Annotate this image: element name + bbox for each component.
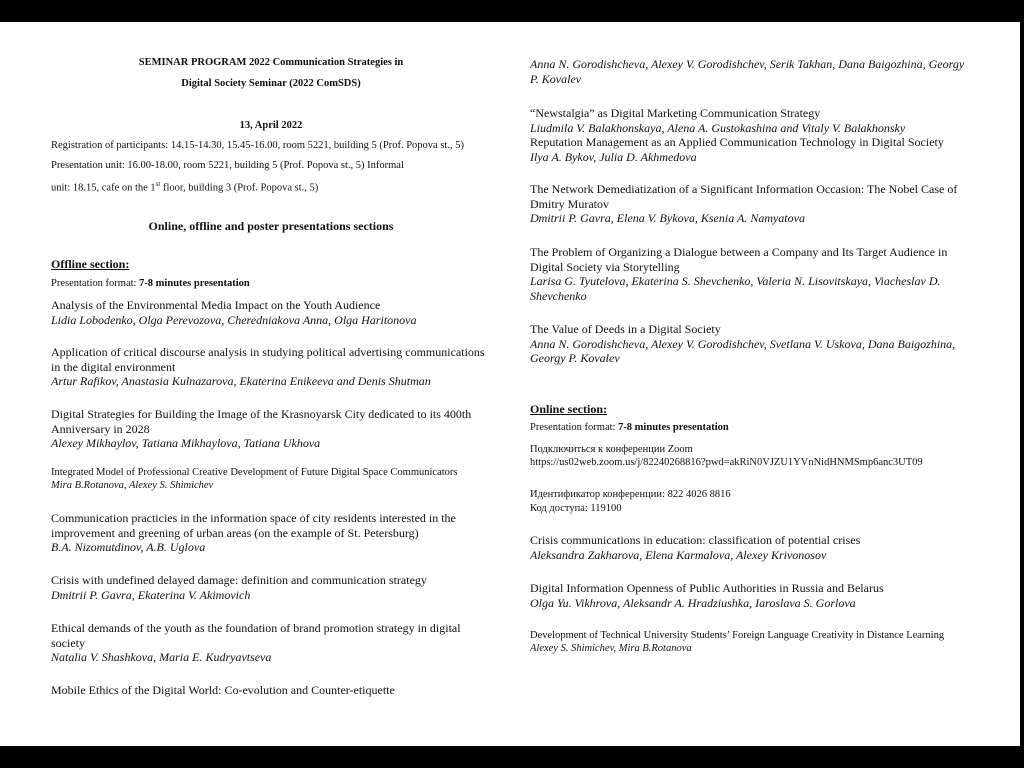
entry-authors: Natalia V. Shashkova, Maria E. Kudryavtseva [51,650,272,664]
online-format: Presentation format: 7-8 minutes presentation [530,422,729,433]
list-item [51,407,491,451]
list-item [530,322,970,366]
presentation-info: Presentation unit: 16.00-18.00, room 5221, building 5 (Prof. Popova st., 5) Informal [51,160,404,171]
entry-authors: Dmitrii P. Gavra, Elena V. Bykova, Ksenia A. Namyatova [530,211,805,225]
list-item [51,467,491,492]
list-item [530,245,970,303]
entry-title: “Newstalgia” as Digital Marketing Communication Strategy [530,106,821,120]
sections-title: Online, offline and poster presentations sections [148,219,394,233]
program-date: 13, April 2022 [239,120,303,131]
entry-authors: Alexey S. Shimichev, Mira B.Rotanova [530,642,692,654]
access-code: Код доступа: 119100 [530,503,622,514]
list-item [530,630,970,655]
entry-title: Crisis communications in education: classification of potential crises [530,533,861,547]
entry-authors: Larisa G. Tyutelova, Ekaterina S. Shevchenko, Valeria N. Lisovitskaya, Viacheslav D. Shevchenko [530,274,941,303]
list-item [530,57,970,86]
entry-title: Reputation Management as an Applied Communication Technology in Digital Society [530,135,944,149]
entry-authors: B.A. Nizomutdinov, A.B. Uglova [51,540,206,554]
list-item [51,683,491,698]
entry-title: Integrated Model of Professional Creative Development of Future Digital Space Communicators [51,467,458,478]
list-item [51,345,491,389]
entry-authors: Lidia Lobodenko, Olga Perevozova, Cheredniakova Anna, Olga Haritonova [51,312,417,327]
entry-authors: Alexey Mikhaylov, Tatiana Mikhaylova, Tatiana Ukhova [51,436,321,450]
list-item [530,182,970,226]
entry-authors: Olga Yu. Vikhrova, Aleksandr A. Hradziushka, Iaroslava S. Gorlova [530,595,856,610]
entry-title: The Value of Deeds in a Digital Society [530,322,721,336]
entry-authors: Dmitrii P. Gavra, Ekaterina V. Akimovich [51,587,251,602]
entry-authors: Ilya A. Bykov, Julia D. Akhmedova [530,149,697,164]
offline-format: Presentation format: 7-8 minutes presentation [51,278,250,289]
right-edge-bar [1020,22,1024,746]
informal-info: unit: 18.15, cafe on the 1st floor, building 3 (Prof. Popova st., 5) [51,180,319,194]
list-item [530,533,970,562]
list-item [51,298,491,327]
entry-title: Ethical demands of the youth as the foundation of brand promotion strategy in digital society [51,621,461,650]
online-section-heading: Online section: [530,402,607,416]
entry-title: The Problem of Organizing a Dialogue between a Company and Its Target Audience in Digital Society via Storytelling [530,245,948,274]
entry-authors: Mira B.Rotanova, Alexey S. Shimichev [51,479,214,491]
list-item [51,511,491,555]
entry-authors: Liudmila V. Balakhonskaya, Alena A. Gustokashina and Vitaly V. Balakhonsky [530,120,906,135]
zoom-label: Подключиться к конференции Zoom [530,444,693,455]
conference-id: Идентификатор конференции: 822 4026 8816 [530,489,731,500]
entry-title: Analysis of the Environmental Media Impact on the Youth Audience [51,298,381,312]
document-page [0,22,1024,746]
registration-info: Registration of participants: 14.15-14.30, 15.45-16.00, room 5221, building 5 (Prof. Popova st., 5) [51,140,464,151]
entry-title: Application of critical discourse analysis in studying political advertising communications in the digital environment [51,345,485,374]
entry-authors: Anna N. Gorodishcheva, Alexey V. Gorodishchev, Serik Takhan, Dana Baigozhina, Georgy P. Kovalev [530,57,965,86]
entry-title: The Network Demediatization of a Significant Information Occasion: The Nobel Case of Dmitry Muratov [530,182,958,211]
list-item [51,621,491,665]
entry-authors: Artur Rafikov, Anastasia Kulnazarova, Ekaterina Enikeeva and Denis Shutman [51,374,431,388]
entry-authors: Anna N. Gorodishcheva, Alexey V. Gorodishchev, Svetlana V. Uskova, Dana Baigozhina, Georgy P. Kovalev [530,336,956,365]
program-title-line1: SEMINAR PROGRAM 2022 Communication Strategies in [138,57,404,68]
entry-title: Mobile Ethics of the Digital World: Co-evolution and Counter-etiquette [51,683,395,697]
list-item [530,581,970,610]
entry-title: Crisis with undefined delayed damage: definition and communication strategy [51,573,427,587]
entry-title: Development of Technical University Students’ Foreign Language Creativity in Distance Learning [530,630,945,641]
list-item [530,106,970,135]
offline-section-heading: Offline section: [51,257,130,271]
zoom-link[interactable]: https://us02web.zoom.us/j/82240268816?pwd=akRiN0VJZU1YVnNidHNMSmp6anc3UT09 [530,457,923,468]
entry-authors: Aleksandra Zakharova, Elena Karmalova, Alexey Krivonosov [530,547,827,562]
entry-title: Digital Information Openness of Public Authorities in Russia and Belarus [530,581,884,595]
list-item [51,573,491,602]
entry-title: Digital Strategies for Building the Image of the Krasnoyarsk City dedicated to its 400th Anniversary in 2028 [51,407,472,436]
entry-title: Communication practicies in the information space of city residents interested in the improvement and greening of urban areas (on the example of St. Petersburg) [51,511,456,540]
list-item [530,135,970,164]
program-title-line2: Digital Society Seminar (2022 ComSDS) [181,78,361,89]
